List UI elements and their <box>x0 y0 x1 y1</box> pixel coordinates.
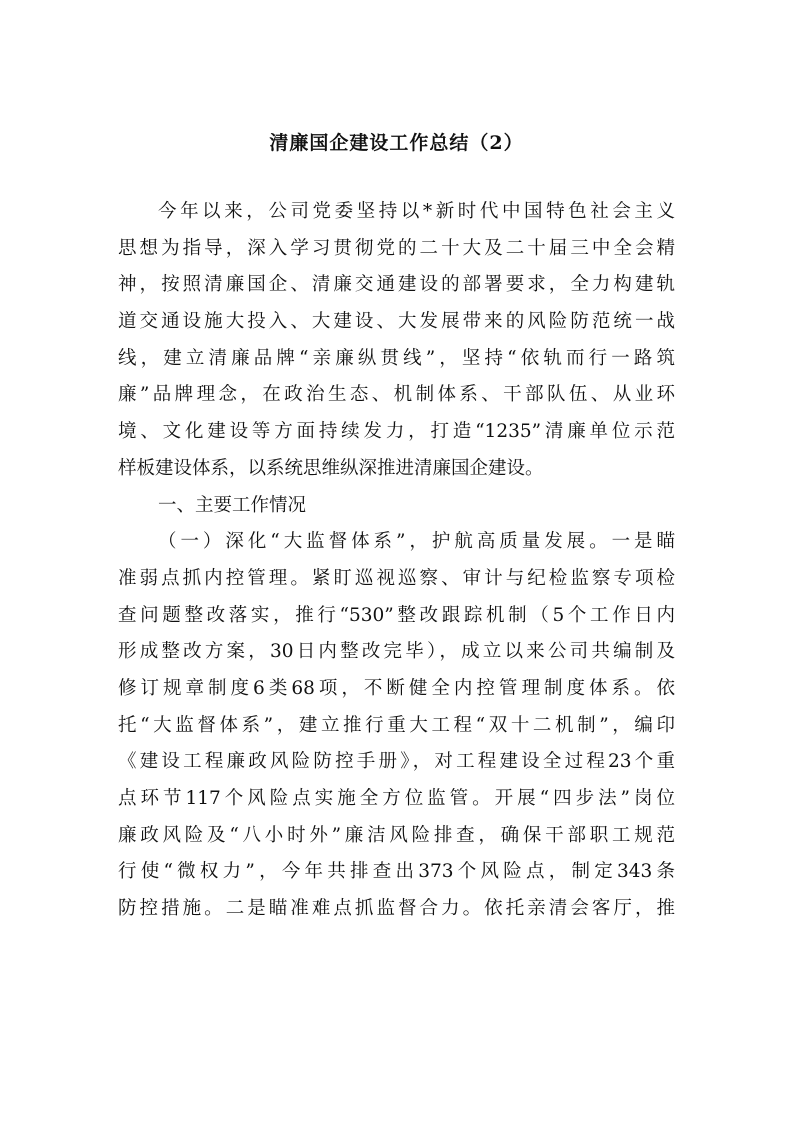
document-body <box>118 194 675 928</box>
paragraph-line: 防控措施。二是瞄准难点抓监督合力。依托亲清会客厅，推 <box>118 898 675 920</box>
paragraph-line: 廉”品牌理念，在政治生态、机制体系、干部队伍、从业环 <box>118 384 675 406</box>
paragraph-line: 样板建设体系，以系统思维纵深推进清廉国企建设。 <box>118 457 544 479</box>
paragraph-line: 线，建立清廉品牌“亲廉纵贯线”，坚持“依轨而行一路筑 <box>118 347 675 369</box>
paragraph-line: 查问题整改落实，推行“530”整改跟踪机制（5个工作日内 <box>118 604 675 626</box>
paragraph-line: 修订规章制度6类68项，不断健全内控管理制度体系。依 <box>118 677 675 699</box>
paragraph-line: 行使“微权力”，今年共排查出373个风险点，制定343条 <box>118 861 675 883</box>
paragraph-line: （一）深化“大监督体系”，护航高质量发展。一是瞄 <box>158 531 675 553</box>
paragraph-line: 境、文化建设等方面持续发力，打造“1235”清廉单位示范 <box>118 421 675 443</box>
document-title: 清廉国企建设工作总结（2） <box>269 132 524 154</box>
paragraph-line: 思想为指导，深入学习贯彻党的二十大及二十届三中全会精 <box>118 237 675 259</box>
paragraph-line: 今年以来，公司党委坚持以*新时代中国特色社会主义 <box>158 201 675 222</box>
paragraph-line: 托“大监督体系”，建立推行重大工程“双十二机制”，编印 <box>118 714 675 736</box>
paragraph-line: 准弱点抓内控管理。紧盯巡视巡察、审计与纪检监察专项检 <box>118 567 675 589</box>
section-heading: 一、主要工作情况 <box>158 494 307 516</box>
paragraph-line: 形成整改方案，30日内整改完毕），成立以来公司共编制及 <box>118 641 675 663</box>
paragraph-line: 神，按照清廉国企、清廉交通建设的部署要求，全力构建轨 <box>118 274 675 296</box>
paragraph-line: 点环节117个风险点实施全方位监管。开展“四步法”岗位 <box>118 788 675 809</box>
paragraph-line: 廉政风险及“八小时外”廉洁风险排查，确保干部职工规范 <box>118 824 675 846</box>
paragraph-line: 道交通设施大投入、大建设、大发展带来的风险防范统一战 <box>118 311 675 333</box>
paragraph-line: 《建设工程廉政风险防控手册》，对工程建设全过程23个重 <box>118 751 675 773</box>
